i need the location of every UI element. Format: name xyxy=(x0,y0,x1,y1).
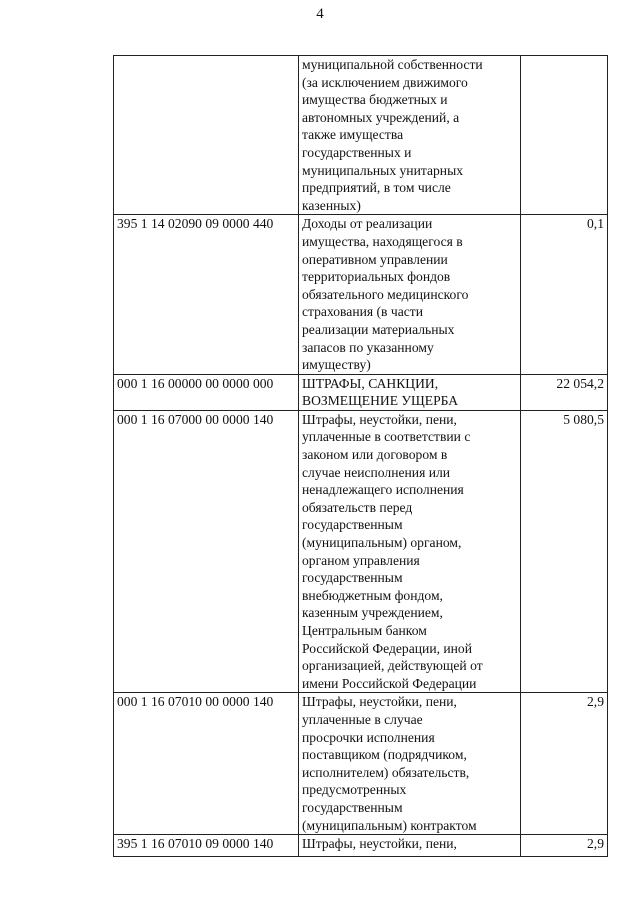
revenue-name-cell: Штрафы, неустойки, пени, уплаченные в соответствии с законом или договором в случае неисполнения или ненадлежащего исполнения обязательств перед государственным (муниципальным) органом, органом управления государственным внебюджетным фондом, казенным учреждением, Центральным банком Российской Федерации, иной организацией, действующей от имени Российской Федерации xyxy=(299,410,521,693)
amount-cell: 22 054,2 xyxy=(521,374,608,410)
table-row xyxy=(114,835,608,857)
budget-code-cell: 395 1 14 02090 09 0000 440 xyxy=(114,215,299,374)
revenue-name-cell: Штрафы, неустойки, пени, xyxy=(299,835,521,857)
amount-cell: 2,9 xyxy=(521,693,608,835)
revenue-name-cell: Штрафы, неустойки, пени, уплаченные в случае просрочки исполнения поставщиком (подрядчиком, исполнителем) обязательств, предусмотренных государственным (муниципальным) контрактом xyxy=(299,693,521,835)
page-number: 4 xyxy=(316,6,324,22)
budget-code-cell: 000 1 16 07010 00 0000 140 xyxy=(114,693,299,835)
amount-cell: 2,9 xyxy=(521,835,608,857)
table-row xyxy=(114,215,608,374)
table-row xyxy=(114,410,608,693)
amount-cell xyxy=(521,56,608,215)
budget-code-cell: 000 1 16 00000 00 0000 000 xyxy=(114,374,299,410)
table-row xyxy=(114,56,608,215)
budget-revenue-table xyxy=(113,55,608,857)
revenue-name-cell: ШТРАФЫ, САНКЦИИ, ВОЗМЕЩЕНИЕ УЩЕРБА xyxy=(299,374,521,410)
table-row xyxy=(114,374,608,410)
budget-code-cell: 395 1 16 07010 09 0000 140 xyxy=(114,835,299,857)
revenue-name-cell: Доходы от реализации имущества, находящегося в оперативном управлении территориальных фондов обязательного медицинского страхования (в части реализации материальных запасов по указанному имуществу) xyxy=(299,215,521,374)
amount-cell: 0,1 xyxy=(521,215,608,374)
budget-code-cell: 000 1 16 07000 00 0000 140 xyxy=(114,410,299,693)
budget-code-cell xyxy=(114,56,299,215)
table-row xyxy=(114,693,608,835)
amount-cell: 5 080,5 xyxy=(521,410,608,693)
revenue-name-cell: муниципальной собственности (за исключением движимого имущества бюджетных и автономных учреждений, а также имущества государственных и муниципальных унитарных предприятий, в том числе казенных) xyxy=(299,56,521,215)
